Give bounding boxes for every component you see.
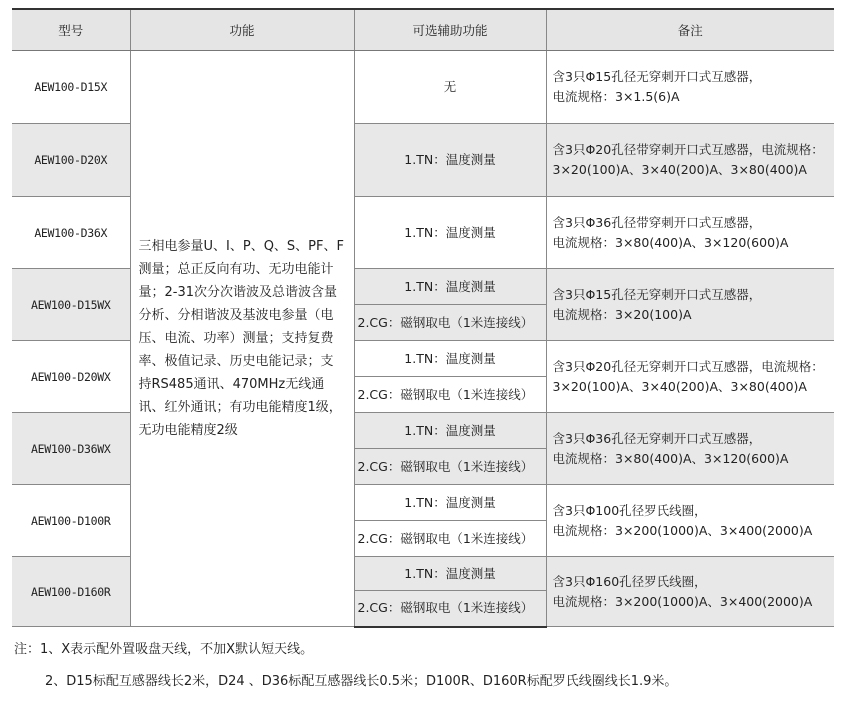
model-cell: AEW100-D20X <box>12 124 130 197</box>
note-line-1: 含3只Φ36孔径带穿刺开口式互感器， <box>552 214 762 230</box>
optional-cell: 1.TN：温度测量 <box>354 557 546 591</box>
header-row <box>12 9 834 51</box>
footnotes <box>14 640 677 692</box>
footnote-2: 2、D15标配互感器线长2米，D24 、D36标配互感器线长0.5米；D100R、D160R标配罗氏线圈线长1.9米。 <box>45 674 678 689</box>
model-cell: AEW100-D15X <box>12 51 130 124</box>
note-line-2: 电流规格：3×80(400)A、3×120(600)A <box>552 234 789 250</box>
optional-cell: 2.CG：磁钢取电（1米连接线） <box>354 377 546 413</box>
note-cell <box>546 557 834 627</box>
optional-cell: 2.CG：磁钢取电（1米连接线） <box>354 521 546 557</box>
note-line-2: 电流规格：3×1.5(6)A <box>552 89 680 104</box>
note-cell <box>546 51 834 124</box>
note-line-2: 3×20(100)A、3×40(200)A、3×80(400)A <box>552 378 807 394</box>
note-line-1: 含3只Φ20孔径无穿刺开口式互感器，电流规格： <box>552 358 824 374</box>
note-cell <box>546 341 834 413</box>
optional-cell: 2.CG：磁钢取电（1米连接线） <box>354 591 546 627</box>
optional-cell: 2.CG：磁钢取电（1米连接线） <box>354 449 546 485</box>
note-cell <box>546 413 834 485</box>
header-function: 功能 <box>130 9 354 51</box>
note-line-2: 3×20(100)A、3×40(200)A、3×80(400)A <box>552 162 807 177</box>
note-line-2: 电流规格：3×200(1000)A、3×400(2000)A <box>552 522 813 538</box>
header-note: 备注 <box>546 9 834 51</box>
optional-cell: 1.TN：温度测量 <box>354 413 546 449</box>
note-cell <box>546 485 834 557</box>
note-cell <box>546 124 834 197</box>
optional-cell: 1.TN：温度测量 <box>354 341 546 377</box>
note-line-2: 电流规格：3×20(100)A <box>552 306 692 322</box>
footnote-1: 注：1、X表示配外置吸盘天线，不加X默认短天线。 <box>14 642 314 657</box>
note-line-1: 含3只Φ15孔径无穿刺开口式互感器， <box>552 286 762 302</box>
header-optional: 可选辅助功能 <box>354 9 546 51</box>
spec-table <box>12 8 834 628</box>
note-line-1: 含3只Φ20孔径带穿刺开口式互感器，电流规格： <box>552 142 824 157</box>
optional-cell: 1.TN：温度测量 <box>354 197 546 269</box>
note-line-1: 含3只Φ160孔径罗氏线圈， <box>552 573 707 589</box>
note-line-1: 含3只Φ15孔径无穿刺开口式互感器， <box>552 69 762 84</box>
model-cell: AEW100-D36WX <box>12 413 130 485</box>
note-cell <box>546 269 834 341</box>
model-cell: AEW100-D15WX <box>12 269 130 341</box>
table-row <box>12 51 834 124</box>
note-line-1: 含3只Φ100孔径罗氏线圈， <box>552 502 707 518</box>
function-cell: 三相电参量U、I、P、Q、S、PF、F测量；总正反向有功、无功电能计量；2-31次分次谐波及总谐波含量分析、分相谐波及基波电参量（电压、电流、功率）测量；支持复费率、极值记录、历史电能记录；支持RS485通讯、470MHz无线通讯、红外通讯；有功电能精度1级，无功电能精度2级 <box>130 51 354 627</box>
model-cell: AEW100-D100R <box>12 485 130 557</box>
header-model: 型号 <box>12 9 130 51</box>
model-cell: AEW100-D160R <box>12 557 130 627</box>
optional-cell: 1.TN：温度测量 <box>354 485 546 521</box>
optional-cell: 1.TN：温度测量 <box>354 269 546 305</box>
model-cell: AEW100-D36X <box>12 197 130 269</box>
note-cell <box>546 197 834 269</box>
optional-cell: 无 <box>354 51 546 124</box>
optional-cell: 1.TN：温度测量 <box>354 124 546 197</box>
model-cell: AEW100-D20WX <box>12 341 130 413</box>
note-line-2: 电流规格：3×80(400)A、3×120(600)A <box>552 450 789 466</box>
note-line-1: 含3只Φ36孔径无穿刺开口式互感器， <box>552 430 762 446</box>
note-line-2: 电流规格：3×200(1000)A、3×400(2000)A <box>552 593 813 609</box>
optional-cell: 2.CG：磁钢取电（1米连接线） <box>354 305 546 341</box>
